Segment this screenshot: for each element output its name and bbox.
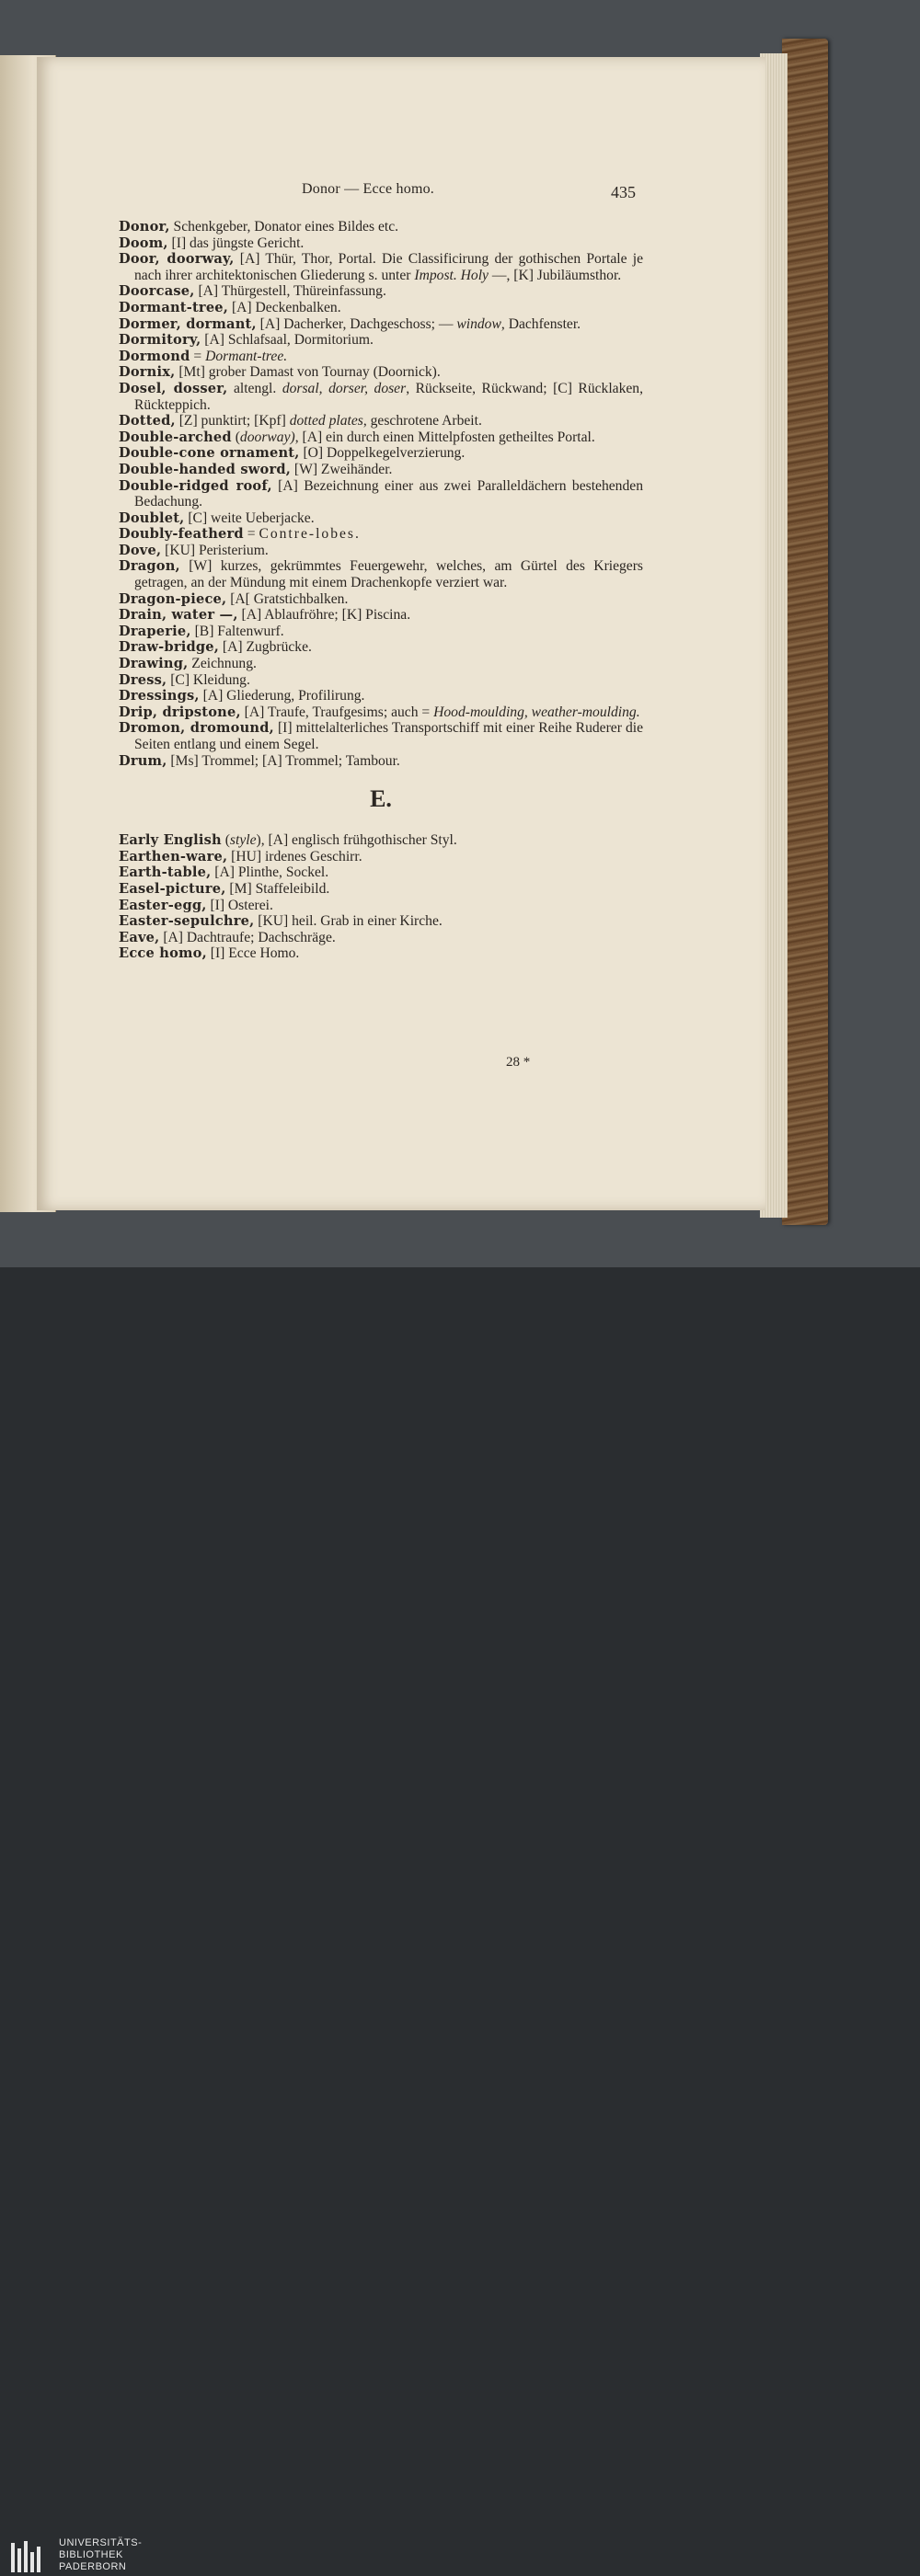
entry-text: ), [A] englisch frühgothischer Styl. (256, 832, 457, 849)
entry-text: [A] Deckenbalken. (228, 299, 341, 315)
dictionary-entry (119, 639, 643, 656)
entry-text: [I] Osterei. (206, 897, 273, 913)
entry-text: style (229, 832, 257, 849)
entry-text: Dormant-tree. (205, 348, 288, 364)
headword: Door, doorway, (119, 251, 235, 268)
headword: Dormitory, (119, 332, 201, 349)
library-name-line: UNIVERSITÄTS- (59, 2537, 143, 2548)
entry-text: = (243, 526, 259, 543)
dictionary-entry (119, 945, 643, 962)
entry-text: , [A] ein durch einen Mittelpfosten getheiltes Portal. (294, 429, 595, 445)
library-name-line: PADERBORN (59, 2561, 127, 2572)
dictionary-entry (119, 510, 643, 527)
dictionary-entries (119, 219, 643, 962)
headword: Draw-bridge, (119, 639, 220, 656)
dictionary-entry (119, 429, 643, 446)
dictionary-entry (119, 478, 643, 510)
entry-text: [Z] punktirt; [Kpf] (175, 413, 290, 429)
headword: Dragon, (119, 558, 180, 575)
dictionary-entry (119, 283, 643, 300)
entry-text: [A] Plinthe, Sockel. (211, 864, 329, 881)
entry-text: doorway) (239, 429, 295, 445)
entry-text: dorsal, dorser, doser (282, 380, 407, 396)
headword: Donor, (119, 219, 170, 235)
headword: Dormant-tree, (119, 299, 229, 315)
entry-text: Impost. Holy (414, 267, 489, 283)
entry-text: [A] Schlafsaal, Dormitorium. (201, 332, 374, 349)
dictionary-entry (119, 332, 643, 349)
section-letter: E. (370, 785, 392, 813)
headword: Easter-sepulchre, (119, 913, 255, 930)
entry-text: Hood-moulding, weather-moulding. (433, 704, 640, 720)
dictionary-entry (119, 898, 643, 914)
entries-d (119, 219, 643, 769)
dictionary-entry (119, 413, 643, 429)
headword: Double-arched (119, 429, 232, 445)
entry-text: [Mt] grober Damast von Tournay (Doornick). (175, 364, 441, 381)
headword: Dromon, dromound, (119, 720, 274, 737)
dictionary-entry (119, 462, 643, 478)
headword: Dormer, dormant, (119, 315, 257, 332)
entry-text: [A] Thür, Thor, Portal. Die Classificirung der gothischen Portale je nach ihrer architektonischen Gliederung s. unter (134, 251, 643, 283)
headword: Dress, (119, 671, 167, 688)
entry-text: , Rückseite, Rückwand; [C] Rücklaken, Rückteppich. (134, 380, 643, 413)
entry-text: [A] Dacherker, Dachgeschoss; — (256, 315, 457, 332)
entry-text: altengl. (227, 380, 282, 396)
entry-text: [A] Zugbrücke. (219, 639, 312, 656)
entry-text: = (190, 348, 206, 364)
dictionary-entry (119, 526, 643, 543)
entry-text: [W] Zweihänder. (291, 461, 393, 477)
entry-text: [KU] heil. Grab in einer Kirche. (254, 913, 443, 930)
dictionary-entry (119, 543, 643, 559)
entry-text: [I] mittelalterliches Transportschiff mit einer Reihe Ruderer die Seiten entlang und einem Segel. (134, 720, 644, 752)
entry-text: [A] Dachtraufe; Dachschräge. (159, 929, 336, 945)
headword: Doorcase, (119, 283, 195, 300)
headword: Earthen-ware, (119, 848, 228, 864)
headword: Drain, water —, (119, 607, 238, 624)
entry-text: Contre-lobes. (259, 526, 361, 543)
dictionary-entry (119, 704, 643, 721)
headword: Doubly-featherd (119, 526, 244, 543)
dictionary-entry (119, 688, 643, 704)
dictionary-entry (119, 591, 643, 608)
entry-text: [M] Staffeleibild. (225, 880, 330, 897)
signature-mark: 28 * (506, 1055, 531, 1070)
headword: Double-ridged roof, (119, 477, 272, 494)
book-cover-right (782, 39, 828, 1225)
dictionary-entry (119, 624, 643, 640)
dictionary-entry (119, 251, 643, 283)
dictionary-entry (119, 832, 643, 849)
headword: Doom, (119, 235, 168, 251)
headword: Dormond (119, 348, 190, 364)
running-head: Donor — Ecce homo. (302, 181, 435, 197)
library-name-line: BIBLIOTHEK (59, 2549, 123, 2560)
dictionary-entry (119, 913, 643, 930)
entry-text: [I] Ecce Homo. (206, 945, 300, 962)
headword: Dosel, dosser, (119, 380, 228, 396)
footer-bar (0, 1267, 920, 2572)
dictionary-entry (119, 607, 643, 624)
dictionary-entry (119, 656, 643, 672)
dictionary-entry (119, 364, 643, 381)
entry-text: [A[ Gratstichbalken. (226, 590, 349, 607)
entry-text: Zeichnung. (188, 656, 257, 672)
entry-text: [C] Kleidung. (167, 671, 250, 688)
dictionary-entry (119, 219, 643, 235)
entry-text: [A] Ablaufröhre; [K] Piscina. (237, 607, 411, 624)
dictionary-entry (119, 316, 643, 333)
entry-text: [A] Gliederung, Profilirung. (199, 688, 365, 704)
dictionary-entry (119, 753, 643, 770)
dictionary-entry (119, 930, 643, 946)
entry-text: , Dachfenster. (500, 315, 581, 332)
entry-text: [KU] Peristerium. (161, 542, 269, 558)
dictionary-entry (119, 720, 643, 752)
dictionary-entry (119, 672, 643, 689)
entry-text: dotted plates (289, 413, 363, 429)
entry-text: [HU] irdenes Geschirr. (227, 848, 362, 864)
dictionary-entry (119, 300, 643, 316)
page-number: 435 (611, 183, 636, 201)
dictionary-entry (119, 445, 643, 462)
headword: Easter-egg, (119, 897, 207, 913)
entry-text: , geschrotene Arbeit. (362, 413, 482, 429)
entries-e (119, 832, 643, 962)
entry-text: [I] das jüngste Gericht. (167, 235, 305, 251)
headword: Dotted, (119, 413, 176, 429)
headword: Eave, (119, 929, 160, 945)
entry-text: ( (231, 429, 240, 445)
headword: Dornix, (119, 364, 176, 381)
book-scan (0, 0, 920, 1267)
headword: Earth-table, (119, 864, 212, 881)
dictionary-entry (119, 864, 643, 881)
headword: Dove, (119, 542, 162, 558)
entry-text: Schenkgeber, Donator eines Bildes etc. (169, 219, 399, 235)
dictionary-entry (119, 381, 643, 413)
headword: Double-handed sword, (119, 461, 292, 477)
entry-text: —, [K] Jubiläumsthor. (488, 267, 622, 283)
headword: Ecce homo, (119, 945, 207, 962)
dictionary-entry (119, 558, 643, 590)
headword: Drip, dripstone, (119, 704, 241, 720)
entry-text: [A] Traufe, Traufgesims; auch = (240, 704, 434, 720)
headword: Double-cone ornament, (119, 445, 300, 462)
headword: Dressings, (119, 688, 200, 704)
entry-text: [A] Thürgestell, Thüreinfassung. (194, 283, 386, 300)
dictionary-entry (119, 881, 643, 898)
dictionary-entry (119, 349, 643, 365)
entry-text: [O] Doppelkegelverzierung. (299, 445, 466, 462)
headword: Early English (119, 832, 222, 849)
entry-text: [B] Faltenwurf. (190, 623, 284, 639)
dictionary-entry (119, 849, 643, 865)
headword: Draperie, (119, 623, 191, 639)
library-logo-icon (9, 2539, 50, 2576)
headword: Drum, (119, 752, 167, 769)
library-name (59, 2537, 142, 2573)
headword: Doublet, (119, 509, 185, 526)
entry-text: [A] Bezeichnung einer aus zwei Paralleldächern bestehenden Bedachung. (134, 477, 643, 510)
entry-text: [Ms] Trommel; [A] Trommel; Tambour. (167, 752, 400, 769)
entry-text: window (456, 315, 501, 332)
headword: Dragon-piece, (119, 590, 227, 607)
entry-text: ( (221, 832, 230, 849)
entry-text: [W] kurzes, gekrümmtes Feuergewehr, welches, am Gürtel des Kriegers getragen, an der Mündung mit einem Drachenkopfe verziert war. (134, 558, 643, 591)
dictionary-entry (119, 235, 643, 252)
entry-text: [C] weite Ueberjacke. (184, 509, 315, 526)
headword: Drawing, (119, 656, 189, 672)
headword: Easel-picture, (119, 880, 226, 897)
